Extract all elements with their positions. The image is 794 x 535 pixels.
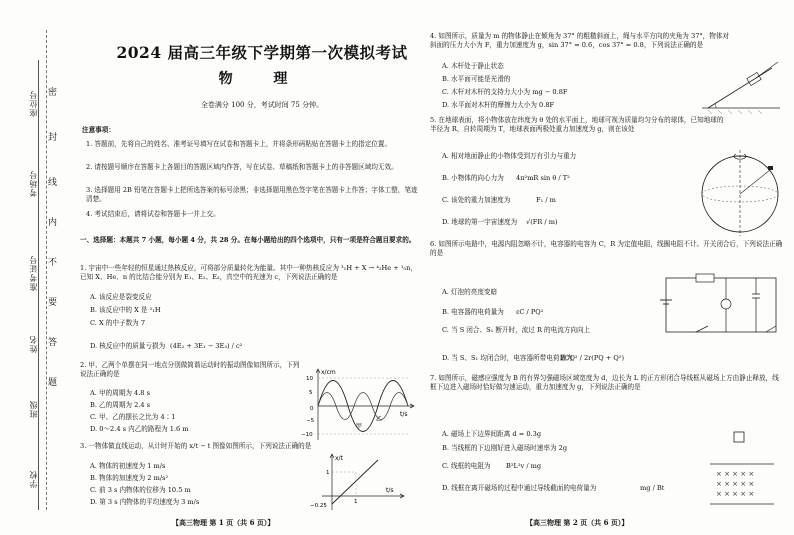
- q6-stem: 6. 如图所示电路中，电源内阻忽略不计，电容器的电容为 C，R 为定值电阻，线圈电阻不计。开关闭合后，下列说法正确的是: [430, 240, 783, 258]
- margin-class: 班级: [29, 400, 38, 418]
- q2-curve-label: 乙: [376, 416, 383, 423]
- q3-option-b: B. 物体的加速度为 2 m/s²: [90, 474, 169, 482]
- q2-option-d: D. 0～2.4 s 内乙的路程为 1.6 m: [90, 425, 189, 433]
- margin-name: 姓名: [29, 335, 38, 353]
- note-item: 4. 考试结束后，请将试卷和答题卡一并上交。: [86, 210, 220, 218]
- q4-stem: 4. 如图所示，质量为 m 的物体静止在倾角为 37° 的粗糙斜面上，绳与水平方向的夹角为 37°，物体对斜面的压力大小为 F，重力加速度为 g，sin 37° = 0.6，cos 37° = 0.8，下列说法正确的是: [430, 32, 730, 50]
- q5-formula-b: 4π²mR sin θ / T²: [516, 174, 570, 182]
- exam-info: 全卷满分 100 分，考试时间 75 分钟。: [200, 101, 324, 109]
- q2-curve-label: 甲: [356, 423, 363, 430]
- note-item: 2. 请按题号顺序在答题卡上各题目的答题区域内作答，写在试卷、草稿纸和答题卡上的非答题区域均无效。: [86, 163, 398, 171]
- note-item: 1. 答题前，先将自己的姓名、准考证号填写在试卷和答题卡上，并将条形码粘贴在答题卡上的指定位置。: [86, 140, 392, 148]
- q5-formula-c: F₁ / m: [536, 196, 556, 204]
- q1-option-d: D. 核反应中的质量亏损为: [90, 342, 166, 350]
- q5-formula-d: √(FR / m): [526, 218, 558, 226]
- binding-margin: [0, 0, 60, 535]
- q7-option-c: C. 线框的电阻为: [442, 462, 491, 470]
- q2-tick: −10: [301, 432, 313, 438]
- margin-exam-id: 准考证号: [29, 255, 38, 291]
- q2-x-axis-label: t/s: [400, 411, 408, 418]
- q3-y-axis-label: x/t: [335, 455, 343, 462]
- q2-stem: 2. 甲、乙两个单摆在同一地点分别做简谐运动时的振动图像如图所示，下列说法正确的是: [80, 361, 300, 379]
- q6-formula-b: εC / PQ²: [516, 308, 544, 316]
- q5-option-a: A. 相对地面静止的小物体受到万有引力与重力: [442, 152, 577, 160]
- q4-incline-diagram: [698, 58, 784, 114]
- q3-graph: [308, 452, 408, 512]
- exam-title: 2024 届高三年级下学期第一次模拟考试: [116, 43, 408, 62]
- svg-text:× × × × ×: × × × × ×: [716, 490, 755, 498]
- q5-stem: 5. 在地球表面，将小物体放在纬度为 θ 处的水平面上，地球可视为质量均匀分布的球体，已知地球的半径为 R，自转周期为 T，地球表面两极处重力加速度为 g，则在该处: [430, 116, 724, 134]
- seal-char: 不: [48, 258, 58, 268]
- margin-room: 考场号: [29, 170, 38, 197]
- svg-text:× × × × ×: × × × × ×: [716, 470, 755, 478]
- q2-oscillation-graph: [296, 366, 416, 442]
- seal-char: 答: [48, 338, 58, 348]
- q7-formula-d: mg / Bt: [640, 484, 665, 492]
- q4-option-d: D. 水平面对木杆的摩擦力大小为 0.8F: [442, 101, 555, 109]
- svg-text:× × × × ×: × × × × ×: [716, 480, 755, 488]
- q4-option-a: A. 木杆处于静止状态: [442, 62, 504, 70]
- q3-negative-tick: −0.25: [310, 503, 327, 509]
- q1-option-a: A. 该反应是裂变反应: [90, 293, 152, 301]
- q7-stem: 7. 如图所示，磁感应强度为 B 的有界匀强磁场区域宽度为 d，边长为 L 的正方形闭合导线框从磁场上方由静止释放，线框下边进入磁场时恰好做匀速运动，重力加速度为 g，下列说法正确的是: [430, 374, 779, 392]
- q6-option-d: D. 当 S、S₁ 均闭合时，电容器所带电荷量为: [442, 354, 573, 362]
- q6-option-c: C. 当 S 闭合、S₁ 断开时，流过 R 的电流方向向上: [442, 326, 591, 334]
- page-footer-right: 【高三物理 第 2 页（共 6 页）】: [526, 517, 629, 527]
- q3-y-tick: 1: [326, 470, 330, 476]
- q4-option-b: B. 水平面可能是光滑的: [442, 75, 511, 83]
- q3-option-c: C. 前 3 s 内物体的位移为 10.5 m: [90, 486, 191, 494]
- q2-tick: −5: [306, 418, 315, 424]
- notes-heading: 注意事项：: [82, 126, 115, 134]
- seal-char: 要: [48, 298, 58, 308]
- q1-stem: 1. 宇宙中一些年轻的恒星通过热核反应，可将部分质量转化为能量。其中一种热核反应为 ³₁H + X → ⁴₂He + ¹₀n，已知 X、He、n 的比结合能分别为 E₁、E₂、E₃，真空中的光速为 c，下列说法正确的是: [80, 264, 417, 282]
- q1-option-c: C. X 的中子数为 7: [90, 319, 146, 327]
- q7-magnetic-field-diagram: [706, 426, 778, 510]
- q6-formula-d: PCQ² / 2r(PQ + Q²): [560, 354, 625, 362]
- q2-tick: 5: [309, 390, 313, 396]
- q6-option-a: A. 灯泡的亮度变暗: [442, 288, 498, 296]
- margin-line: [38, 60, 39, 510]
- q6-circuit-diagram: [656, 270, 786, 338]
- note-item: 3. 选择题用 2B 铅笔在答题卡上把所选答案的标号涂黑；非选择题用黑色签字笔在答题卡上作答；字体工整，笔迹清楚。: [86, 186, 418, 204]
- q3-option-a: A. 物体的初速度为 1 m/s: [90, 462, 166, 470]
- q7-option-a: A. 磁场上下边界间距离 d = 0.3g: [442, 430, 542, 438]
- margin-seat: 座位号: [29, 90, 38, 117]
- margin-school: 学校: [29, 470, 38, 488]
- q7-option-b: B. 当线框的下边刚好进入磁场时速率为 2g: [442, 444, 568, 452]
- right-column: [430, 0, 788, 535]
- seal-char: 线: [48, 178, 58, 188]
- q2-option-c: C. 甲、乙的摆长之比为 4∶1: [90, 413, 176, 421]
- exam-subject: 物 理: [218, 71, 306, 87]
- q3-stem: 3. 一物体做直线运动，从计时开始的 x/t − t 图像如图所示，下列说法正确的是: [80, 442, 312, 450]
- q2-option-b: B. 乙的周期为 2.4 s: [90, 401, 151, 409]
- seal-char: 封: [48, 133, 58, 143]
- seal-char: 密: [48, 88, 58, 98]
- q2-y-axis-label: x/cm: [321, 369, 336, 376]
- field-crosses: [716, 470, 754, 498]
- q2-tick: 10: [306, 376, 313, 382]
- left-column: [62, 0, 422, 535]
- q7-option-d: D. 线框在离开磁场的过程中通过导线截面的电荷量为: [442, 484, 597, 492]
- q2-tick: 0: [310, 406, 314, 412]
- q2-option-a: A. 甲的周期为 4.8 s: [90, 389, 150, 397]
- q3-x-axis-label: t/s: [386, 487, 394, 494]
- q5-earth-diagram: [694, 146, 786, 238]
- q4-option-c: C. 木杆对木杆的支持力大小为 mg − 0.8F: [442, 88, 568, 96]
- section-one-heading: 一、选择题：本题共 7 小题，每小题 4 分，共 28 分。在每小题给出的四个选项中，只有一项是符合题目要求的。: [80, 236, 416, 244]
- q5-option-d: D. 地球的第一宇宙速度为: [442, 218, 518, 226]
- q3-option-d: D. 第 3 s 内物体的平均速度为 3 m/s: [90, 498, 200, 506]
- q1-option-b: B. 该反应中的 X 是 ²₁H: [90, 306, 161, 314]
- q6-option-b: B. 电容器的电荷量为: [442, 308, 504, 316]
- seal-dashed-line: [46, 30, 47, 510]
- seal-char: 内: [48, 218, 58, 228]
- q5-option-b: B. 小物体的向心力为: [442, 174, 504, 182]
- page-footer-left: 【高三物理 第 1 页（共 6 页）】: [172, 517, 275, 527]
- q5-option-c: C. 该处的重力加速度为: [442, 196, 511, 204]
- q7-formula-c: B²L²v / mg: [506, 462, 542, 470]
- q3-x-tick: 1: [354, 499, 358, 505]
- seal-char: 题: [48, 378, 58, 388]
- q1-formula: (4E₂ + 3E₁ − 3E₃) / c²: [170, 342, 243, 350]
